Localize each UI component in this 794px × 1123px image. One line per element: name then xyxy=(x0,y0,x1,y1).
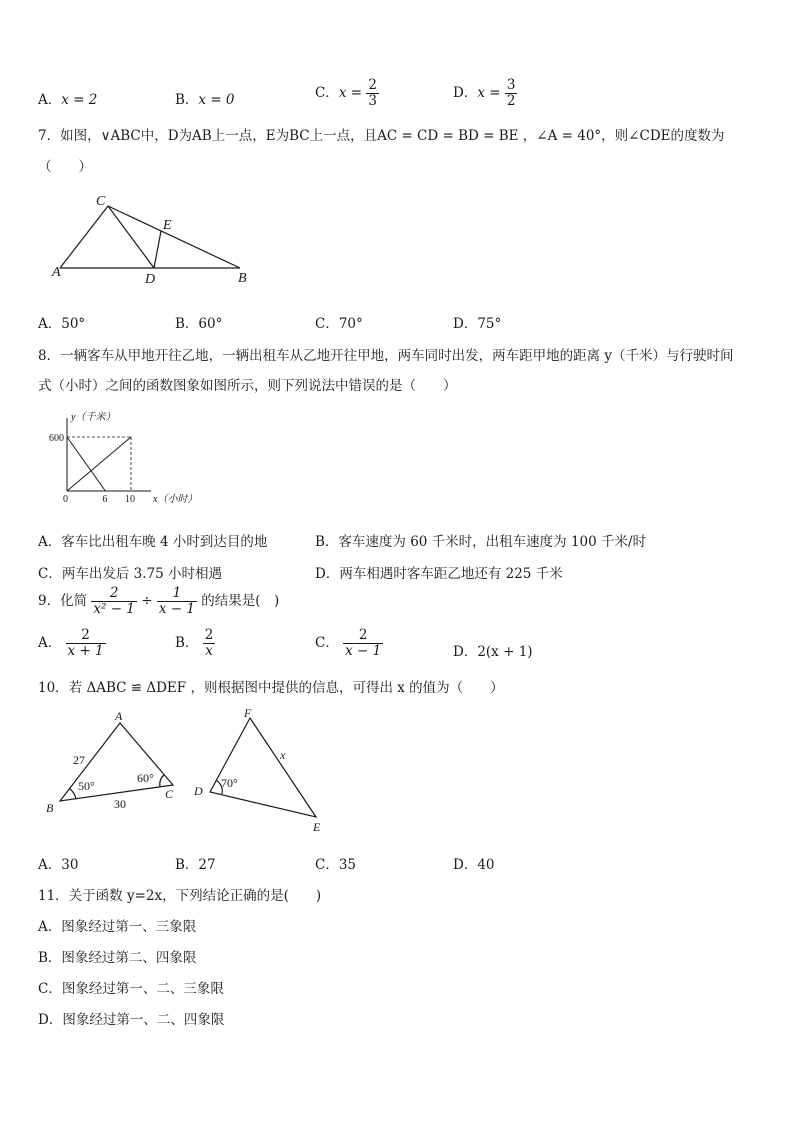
q7-triangle-figure xyxy=(48,188,258,288)
side-fe-label: x xyxy=(280,748,286,762)
vertex-label-a: A xyxy=(52,265,61,280)
angle-d-label: 70° xyxy=(221,776,238,790)
vertex-label-d: D xyxy=(194,784,203,798)
option-expr: x = 2 xyxy=(61,92,98,108)
stem-prefix: 9．化简 xyxy=(38,592,88,609)
q9-stem xyxy=(38,586,279,617)
fraction xyxy=(343,628,383,659)
q8-option-a: A．客车比出租车晚 4 小时到达目的地 xyxy=(38,534,268,550)
option-lhs: x = xyxy=(338,84,363,101)
option-letter: D． xyxy=(453,84,478,101)
x-axis-label: x（小时） xyxy=(153,494,198,505)
option-letter: B． xyxy=(175,634,199,651)
fraction xyxy=(366,78,379,109)
vertex-label-b: B xyxy=(238,271,247,286)
option-letter: C． xyxy=(315,84,339,101)
option-letter: D． xyxy=(453,644,478,660)
q7-option-d: D．75° xyxy=(453,316,502,332)
denominator: 3 xyxy=(368,92,377,109)
q8-stem-line2: 式（小时）之间的函数图象如图所示，则下列说法中错误的是（ ） xyxy=(38,378,457,394)
q11-option-c: C．图象经过第一、二、三象限 xyxy=(38,981,224,997)
vertex-label-e: E xyxy=(163,218,172,233)
denominator: x xyxy=(205,642,213,659)
q7-option-b: B．60° xyxy=(175,316,223,332)
vertex-label-c: C xyxy=(165,787,174,801)
q7-option-a: A．50° xyxy=(38,316,86,332)
vertex-label-b: B xyxy=(46,801,54,815)
fraction-2 xyxy=(157,586,197,617)
q6-option-d xyxy=(453,78,517,109)
q9-option-d xyxy=(453,640,533,660)
q11-stem: 11．关于函数 y=2x，下列结论正确的是( ) xyxy=(38,888,322,904)
angle-b-arc xyxy=(70,789,76,799)
denominator: x² − 1 xyxy=(93,600,135,617)
q10-option-b: B．27 xyxy=(175,857,216,873)
side-ac xyxy=(60,206,108,268)
q9-option-a xyxy=(38,628,106,659)
q10-stem: 10．若 ΔABC ≌ ΔDEF ，则根据图中提供的信息，可得出 x 的值为（ ） xyxy=(38,680,504,696)
numerator: 2 xyxy=(66,628,106,644)
q8-option-c: C．两车出发后 3.75 小时相遇 xyxy=(38,566,222,582)
numerator: 2 xyxy=(204,627,214,643)
x-tick-label-0: 0 xyxy=(63,494,68,505)
option-letter: A． xyxy=(38,634,62,651)
numerator: 2 xyxy=(368,77,377,93)
triangle-def xyxy=(210,718,316,817)
y-axis-label: y（千米） xyxy=(71,412,116,423)
q9-option-c xyxy=(315,628,383,659)
angle-b-label: 50° xyxy=(78,779,95,793)
q11-option-a: A．图象经过第一、三象限 xyxy=(38,919,197,935)
q11-option-d: D．图象经过第一、二、四象限 xyxy=(38,1012,225,1028)
fraction xyxy=(203,628,216,659)
q10-triangles-figure xyxy=(38,706,338,838)
denominator: 2 xyxy=(506,92,516,109)
vertex-label-c: C xyxy=(96,194,106,209)
segment-cd xyxy=(108,206,154,268)
denominator: x + 1 xyxy=(67,642,104,659)
numerator: 2 xyxy=(343,628,383,644)
q6-option-c xyxy=(315,78,379,109)
x-tick-label-6: 6 xyxy=(102,494,108,505)
segment-de xyxy=(154,231,161,268)
x-tick-label-10: 10 xyxy=(125,494,135,505)
q8-option-d: D．两车相遇时客车距乙地还有 225 千米 xyxy=(315,566,563,582)
q8-stem-line1: 8．一辆客车从甲地开往乙地，一辆出租车从乙地开往甲地，两车同时出发，两车距甲地的距离 y（千米）与行驶时间 xyxy=(38,348,734,364)
fraction-1 xyxy=(91,586,137,617)
q7-stem-line2: （ ） xyxy=(38,159,92,175)
angle-c-label: 60° xyxy=(137,771,154,785)
q9-option-b xyxy=(175,628,215,659)
q6-option-b xyxy=(175,88,235,108)
q6-option-a xyxy=(38,88,97,108)
operator: ÷ xyxy=(141,592,153,609)
q10-option-d: D．40 xyxy=(453,857,495,873)
vertex-label-d: D xyxy=(145,272,156,287)
fraction xyxy=(505,78,518,109)
q8-option-b: B．客车速度为 60 千米时，出租车速度为 100 千米/时 xyxy=(315,534,647,550)
stem-suffix: 的结果是( ) xyxy=(201,592,280,609)
vertex-label-e: E xyxy=(313,820,321,834)
denominator: x − 1 xyxy=(345,642,382,659)
side-ab-label: 27 xyxy=(73,753,85,767)
numerator: 3 xyxy=(506,77,516,93)
numerator: 1 xyxy=(157,586,197,602)
y-tick-label-600: 600 xyxy=(49,433,64,444)
q7-option-c: C．70° xyxy=(315,316,363,332)
q11-option-b: B．图象经过第二、四象限 xyxy=(38,950,197,966)
q8-function-graph xyxy=(38,408,228,510)
option-letter: C． xyxy=(315,634,339,651)
fraction xyxy=(66,628,106,659)
q10-option-a: A．30 xyxy=(38,857,79,873)
denominator: x − 1 xyxy=(158,600,195,617)
vertex-label-f: F xyxy=(244,706,252,720)
vertex-label-a: A xyxy=(115,709,123,723)
series-line-1 xyxy=(67,437,131,491)
q10-option-c: C．35 xyxy=(315,857,357,873)
side-bc-label: 30 xyxy=(114,797,126,811)
angle-c-arc xyxy=(160,775,164,787)
q7-stem-line1: 7．如图，∨ABC中，D为AB上一点，E为BC上一点，且AC = CD = BD = BE ，∠A = 40°，则∠CDE的度数为 xyxy=(38,128,725,144)
numerator: 2 xyxy=(91,586,137,602)
option-letter: A． xyxy=(38,92,62,108)
side-cb xyxy=(108,206,240,268)
option-lhs: x = xyxy=(477,84,501,101)
option-expr: 2(x + 1) xyxy=(477,644,533,660)
option-letter: B． xyxy=(175,92,199,108)
option-expr: x = 0 xyxy=(198,92,235,108)
